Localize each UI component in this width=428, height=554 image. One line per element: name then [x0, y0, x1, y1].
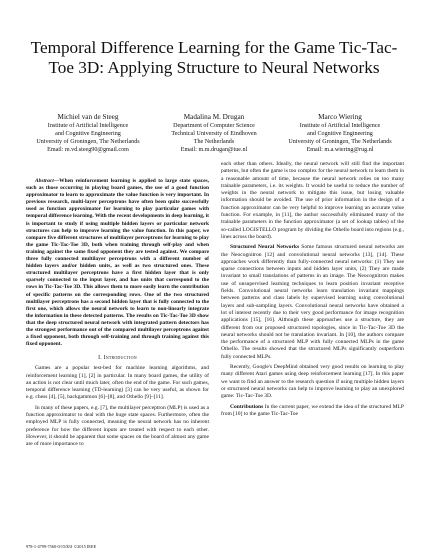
author-affiliation: Technical University of Eindhoven: [171, 131, 257, 138]
author-email: Email: m.m.drugan@tue.nl: [180, 147, 248, 154]
intro-paragraph-1: Games are a popular test-bed for machine learning algorithms, and reinforcement learning [1], [2] in particular. In many board games, the utility of an action is not clear until much later, often the end of the game. For such games, temporal difference learning (TD-learning) [3] can be very useful, as shown for e.g. chess [4], [5], backgammon [6]–[8], and Othello [9]–[11].: [26, 365, 209, 401]
copyright-footer: 978-1-4799-7560-0/15/$31 ©2015 IEEE: [26, 544, 97, 549]
author-affiliation: University of Groningen, The Netherlands: [36, 139, 140, 146]
author-name: Marco Wiering: [318, 113, 362, 121]
author-name: Madalina M. Drugan: [183, 113, 245, 121]
author-name: Michiel van de Steeg: [57, 113, 119, 121]
intro-paragraph-2: In many of these papers, e.g. [7], the multilayer perceptron (MLP) is used as a function approximator to deal with the huge state spaces. Furthermore, often the employed MLP is fully connected, meaning the neural network has no inherent preference for how the different inputs are treated with respect to each other. However, it should be apparent that some spaces on the board of almost any game are of more importance to: [26, 404, 209, 448]
body-paragraph-3: Recently, Google's DeepMind obtained very good results on learning to play many different Atari games using deep reinforcement learning [17]. In this paper we want to find an answer to the research question if using multiple hidden layers or structured neural networks can help to improve learning to play an unexplored game: Tic-Tac-Toe 3D.: [221, 364, 404, 400]
author-affiliation: Department of Computer Science: [173, 123, 255, 129]
author-email: Email: m.vd.steeg90@gmail.com: [47, 147, 129, 154]
author-email: Email: m.a.wiering@rug.nl: [306, 147, 374, 154]
run-in-heading: Structured Neural Networks: [230, 244, 300, 251]
author-affiliation: University of Groningen, The Netherlands: [288, 139, 392, 146]
author-1: [26, 112, 150, 154]
author-affiliation: Institute of Artificial Intelligence: [47, 123, 129, 129]
author-3: [278, 112, 402, 154]
body-paragraph-1: each other than others. Ideally, the neural network will still find the important patterns, but often the game is too complex for the neural network to learn them in a reasonable amount of time, because the neural network relies on too many trainable parameters, i.e. its weights. It would be useful to reduce the number of weights in the neural network to mitigate this issue, but losing valuable information should be avoided. The use of prior information in the design of a function approximator can be very helpful to improve learning an accurate value function. For example, in [11], the author successfully eliminated many of the trainable parameters in the function approximator (a set of lookup tables) of the so-called LOGISTELLO program by dividing the Othello board into regions (e.g., lines across the board).: [221, 161, 404, 240]
author-2: [152, 112, 276, 154]
body-paragraph-4: Contributions In the current paper, we extend the idea of the structured MLP from [10] to the game Tic-Tac-Toe: [221, 403, 404, 417]
right-column: [221, 161, 404, 418]
author-affiliation: and Cognitive Engineering: [55, 131, 121, 138]
body-paragraph-2: Structured Neural Networks Some famous structured neural networks are the Neocognitron [12] and convolutional neural networks [13], [14]. These approaches work differently than fully-connected neural networks: (1) They use sparse connections between inputs and hidden layer units, (2) They are made invariant to small translations of patterns in an image. The Neocognitron makes use of unsupervised learning techniques to learn position invariant receptive fields. Convolutional neural networks learn translation invariant mappings between patterns and class labels by supervised learning using convolutional layers and sub-sampling layers. Convolutional neural networks have obtained a lot of interest recently due to their very good performance for image recognition applications [15], [16]. Although these approaches use a structure, they are different from our proposed structured topologies, since in Tic-Tac-Toe 3D the neural networks should not be translation invariant. In [10], the authors compare the performance of a structured MLP with fully connected MLPs in the game Othello. The results showed that the structured MLPs significantly outperform fully connected MLPs.: [221, 244, 404, 360]
author-block: [26, 112, 402, 154]
left-column: [26, 178, 209, 449]
author-affiliation: Institute of Artificial Intelligence: [299, 123, 381, 129]
paper-title: Temporal Difference Learning for the Game Tic-Tac-Toe 3D: Applying Structure to Neural Networks: [30, 38, 398, 77]
run-in-heading: Contributions: [230, 403, 264, 410]
abstract-label: Abstract: [35, 178, 54, 184]
author-affiliation: The Netherlands: [193, 139, 235, 146]
abstract: [26, 178, 209, 348]
section-heading-introduction: I. Introduction: [98, 355, 137, 362]
abstract-text: —When reinforcement learning is applied to large state spaces, such as those occurring in playing board games, the use of a good function approximator to learn to approximate the value function is very important. In previous research, multi-layer perceptrons have often been quite successfully used as function approximator for learning to play particular games with temporal difference learning. With the recent developments in deep learning, it is important to study if using multiple hidden layers or particular network structures can help to improve learning the value function. In this paper, we compare five different structures of multilayer perceptrons for learning to play the game Tic-Tac-Toe 3D, both when training through self-play and when training against the same fixed opponent they are tested against. We compare three fully connected multilayer perceptrons with a different number of hidden layers and/or hidden units, as well as two structured ones. These structured multilayer perceptrons have a first hidden layer that is only sparsely connected to the input layer, and has units that correspond to the rows in Tic-Tac-Toe 3D. This allows them to more easily learn the contribution of specific patterns on the corresponding rows. One of the two structured multilayer perceptrons has a second hidden layer that is fully connected to the first one, which allows the neural network to learn to non-linearly integrate the information in these detected patterns. The results on Tic-Tac-Toe 3D show that the deep structured neural network with integrated pattern detectors has the strongest performance out of the compared multilayer perceptrons against a fixed opponent, both through self-training and through training against this fixed opponent.: [26, 178, 209, 348]
author-affiliation: and Cognitive Engineering: [307, 131, 373, 138]
